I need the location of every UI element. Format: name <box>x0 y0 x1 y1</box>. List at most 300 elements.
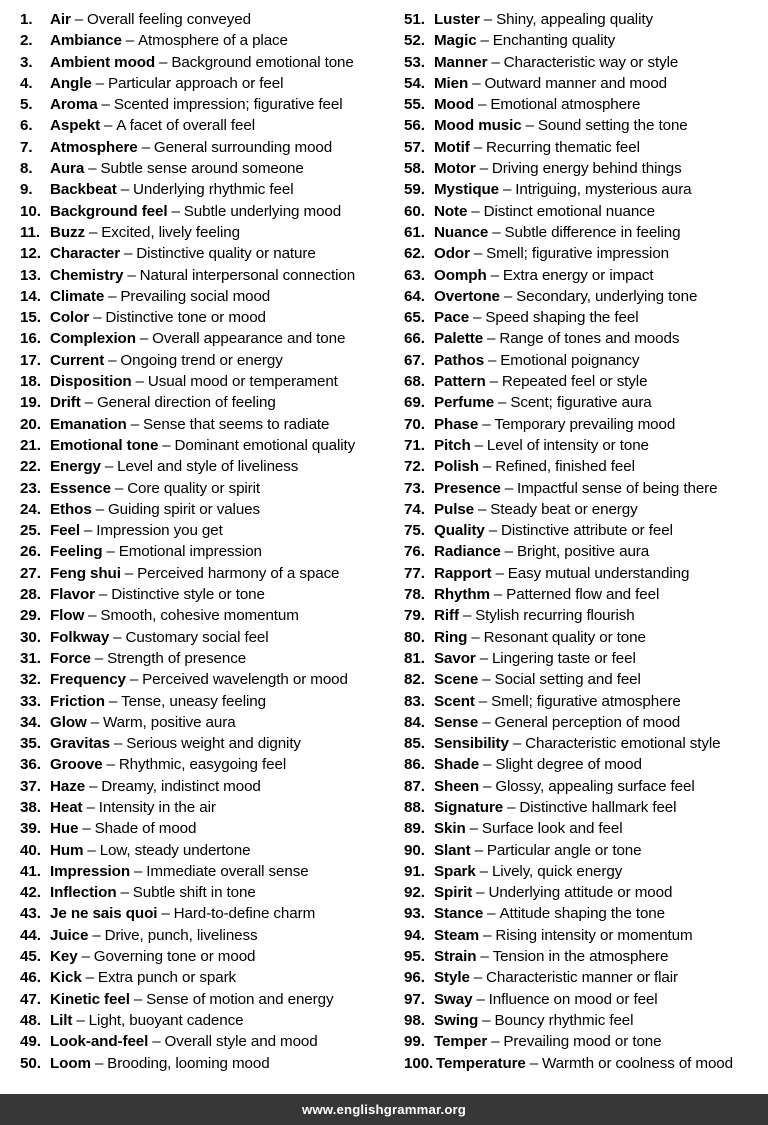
item-definition: Low, steady undertone <box>99 841 251 859</box>
list-item <box>404 94 764 115</box>
item-number: 12. <box>20 245 41 263</box>
item-number: 16. <box>20 330 41 348</box>
item-dash: – <box>472 74 481 92</box>
item-dash: – <box>473 309 482 327</box>
item-term: Hue <box>50 820 79 838</box>
list-item <box>20 201 380 222</box>
item-term: Ring <box>434 628 468 646</box>
item-number: 97. <box>404 990 425 1008</box>
list-item <box>404 456 764 477</box>
item-dash: – <box>482 1011 491 1029</box>
list-item <box>404 307 764 328</box>
item-term: Riff <box>434 607 459 625</box>
item-term: Scene <box>434 671 479 689</box>
item-term: Emanation <box>50 415 127 433</box>
item-number: 38. <box>20 798 41 816</box>
list-item <box>404 797 764 818</box>
item-definition: Dominant emotional quality <box>174 436 356 454</box>
item-definition: Emotional atmosphere <box>490 96 641 114</box>
item-number: 36. <box>20 756 41 774</box>
item-dash: – <box>478 96 487 114</box>
item-definition: Characteristic manner or flair <box>486 969 679 987</box>
item-number: 71. <box>404 436 425 454</box>
list-item <box>20 73 380 94</box>
list-item <box>404 903 764 924</box>
item-number: 3. <box>20 53 33 71</box>
item-term: Skin <box>434 820 466 838</box>
item-number: 42. <box>20 884 41 902</box>
item-number: 39. <box>20 820 41 838</box>
footer-bar <box>0 1094 768 1125</box>
list-item <box>20 669 380 690</box>
item-term: Note <box>434 202 468 220</box>
item-definition: Extra energy or impact <box>502 266 654 284</box>
list-item <box>20 541 380 562</box>
item-number: 37. <box>20 777 41 795</box>
item-number: 90. <box>404 841 425 859</box>
item-definition: Extra punch or spark <box>97 969 237 987</box>
item-dash: – <box>139 330 149 348</box>
item-term: Ambiance <box>50 32 122 50</box>
item-dash: – <box>502 181 512 199</box>
item-number: 87. <box>404 777 425 795</box>
item-dash: – <box>108 692 118 710</box>
item-number: 18. <box>20 373 41 391</box>
item-definition: Distinctive tone or mood <box>105 309 266 327</box>
list-item <box>20 1053 380 1074</box>
item-definition: Distinct emotional nuance <box>483 202 656 220</box>
item-definition: Secondary, underlying tone <box>516 287 698 305</box>
list-item <box>404 627 764 648</box>
list-item <box>404 243 764 264</box>
list-item <box>20 648 380 669</box>
item-term: Pitch <box>434 436 471 454</box>
item-term: Luster <box>434 11 480 28</box>
item-dash: – <box>103 117 113 135</box>
item-definition: Refined, finished feel <box>495 458 635 476</box>
list-item <box>404 584 764 605</box>
item-number: 9. <box>20 181 33 199</box>
item-dash: – <box>492 223 501 241</box>
item-definition: Strength of presence <box>107 649 247 667</box>
item-term: Scent <box>434 692 475 710</box>
list-item <box>20 392 380 413</box>
item-term: Magic <box>434 32 477 50</box>
item-number: 20. <box>20 415 41 433</box>
item-term: Sense <box>434 713 479 731</box>
item-dash: – <box>124 564 134 582</box>
item-definition: Slight degree of mood <box>495 756 642 774</box>
item-dash: – <box>473 969 483 987</box>
item-definition: Subtle difference in feeling <box>504 223 681 241</box>
item-term: Angle <box>50 74 92 92</box>
item-term: Odor <box>434 245 470 263</box>
item-definition: Perceived harmony of a space <box>137 564 340 582</box>
item-definition: Bright, positive aura <box>516 543 650 561</box>
item-definition: Underlying rhythmic feel <box>132 181 294 199</box>
item-number: 32. <box>20 671 41 689</box>
item-dash: – <box>487 905 496 923</box>
item-dash: – <box>106 756 115 774</box>
item-term: Complexion <box>50 330 136 348</box>
item-term: Color <box>50 309 90 327</box>
item-definition: Steady beat or energy <box>490 500 638 518</box>
list-item <box>20 840 380 861</box>
item-definition: Smell; figurative impression <box>486 245 670 263</box>
item-number: 43. <box>20 905 41 923</box>
item-dash: – <box>106 543 115 561</box>
item-term: Energy <box>50 458 101 476</box>
item-dash: – <box>474 436 483 454</box>
left-column <box>0 9 384 1074</box>
item-number: 33. <box>20 692 41 710</box>
item-number: 74. <box>404 500 425 518</box>
list-item <box>20 776 380 797</box>
list-item <box>404 222 764 243</box>
item-definition: Particular approach or feel <box>107 74 284 92</box>
item-dash: – <box>135 373 144 391</box>
list-item <box>404 392 764 413</box>
item-term: Aura <box>50 160 85 178</box>
item-number: 19. <box>20 394 41 412</box>
item-definition: Glossy, appealing surface feel <box>495 777 695 795</box>
item-dash: – <box>123 245 133 263</box>
item-number: 95. <box>404 948 425 966</box>
item-definition: Rising intensity or momentum <box>495 926 693 944</box>
word-list-right <box>404 9 764 1074</box>
list-item <box>404 30 764 51</box>
item-term: Mystique <box>434 181 500 199</box>
item-term: Ambient mood <box>50 53 156 71</box>
item-dash: – <box>495 564 504 582</box>
item-term: Buzz <box>50 223 86 241</box>
item-term: Drift <box>50 394 81 412</box>
item-number: 29. <box>20 607 41 625</box>
item-dash: – <box>471 628 480 646</box>
item-term: Current <box>50 351 105 369</box>
item-definition: Level and style of liveliness <box>117 458 299 476</box>
item-term: Loom <box>50 1054 91 1072</box>
item-number: 85. <box>404 735 425 753</box>
item-term: Impression <box>50 862 131 880</box>
item-term: Temper <box>434 1033 488 1051</box>
item-definition: Impactful sense of being there <box>517 479 718 497</box>
list-item <box>404 52 764 73</box>
list-item <box>20 243 380 264</box>
item-dash: – <box>479 160 488 178</box>
right-column <box>384 9 768 1074</box>
list-item <box>20 1010 380 1031</box>
item-number: 8. <box>20 160 33 178</box>
item-term: Friction <box>50 692 105 710</box>
item-number: 46. <box>20 969 41 987</box>
item-number: 28. <box>20 586 41 604</box>
item-definition: Smell; figurative atmosphere <box>491 692 681 710</box>
item-definition: Background emotional tone <box>171 53 354 71</box>
item-term: Steam <box>434 926 480 944</box>
list-item <box>404 605 764 626</box>
item-definition: Ongoing trend or energy <box>120 351 283 369</box>
item-number: 14. <box>20 287 41 305</box>
item-term: Pattern <box>434 373 486 391</box>
item-term: Key <box>50 948 78 966</box>
list-item <box>404 1010 764 1031</box>
item-number: 44. <box>20 926 41 944</box>
item-dash: – <box>86 798 95 816</box>
item-number: 80. <box>404 628 425 646</box>
item-number: 27. <box>20 564 41 582</box>
item-term: Strain <box>434 948 477 966</box>
list-item <box>20 30 380 51</box>
list-item <box>404 137 764 158</box>
list-item <box>404 967 764 988</box>
item-dash: – <box>512 735 522 753</box>
item-definition: Lively, quick energy <box>491 862 623 880</box>
item-definition: Emotional poignancy <box>500 351 640 369</box>
item-number: 70. <box>404 415 425 433</box>
list-item <box>20 627 380 648</box>
item-term: Background feel <box>50 202 168 220</box>
item-definition: Outward manner and mood <box>484 74 668 92</box>
item-term: Folkway <box>50 628 110 646</box>
item-number: 88. <box>404 798 425 816</box>
item-dash: – <box>483 11 493 28</box>
item-term: Rapport <box>434 564 492 582</box>
item-dash: – <box>471 202 480 220</box>
item-term: Emotional tone <box>50 436 159 454</box>
item-term: Presence <box>434 479 501 497</box>
list-item <box>404 1031 764 1052</box>
item-definition: Atmosphere of a place <box>138 32 288 50</box>
item-dash: – <box>479 862 489 880</box>
item-number: 55. <box>404 96 425 114</box>
item-number: 21. <box>20 436 41 454</box>
list-item <box>20 691 380 712</box>
item-dash: – <box>152 1033 161 1051</box>
item-definition: Warm, positive aura <box>102 713 236 731</box>
item-number: 17. <box>20 351 41 369</box>
item-dash: – <box>529 1054 539 1072</box>
item-definition: Distinctive attribute or feel <box>501 522 673 540</box>
list-item <box>404 414 764 435</box>
item-number: 34. <box>20 713 41 731</box>
item-term: Swing <box>434 1011 479 1029</box>
list-item <box>20 733 380 754</box>
item-number: 65. <box>404 309 425 327</box>
item-term: Essence <box>50 479 111 497</box>
item-number: 60. <box>404 202 425 220</box>
item-definition: Serious weight and dignity <box>126 735 301 753</box>
item-definition: General surrounding mood <box>153 138 333 156</box>
item-term: Air <box>50 11 71 28</box>
item-definition: Core quality or spirit <box>127 479 261 497</box>
item-term: Slant <box>434 841 471 859</box>
list-item <box>404 9 764 30</box>
item-number: 6. <box>20 117 33 135</box>
list-item <box>404 754 764 775</box>
list-item <box>404 648 764 669</box>
item-number: 57. <box>404 138 425 156</box>
item-definition: Excited, lively feeling <box>101 223 240 241</box>
item-definition: Light, buoyant cadence <box>88 1011 244 1029</box>
item-dash: – <box>491 53 500 71</box>
list-item <box>20 605 380 626</box>
item-term: Nuance <box>434 223 489 241</box>
item-term: Je ne sais quoi <box>50 905 158 923</box>
item-definition: Resonant quality or tone <box>483 628 646 646</box>
item-dash: – <box>133 862 143 880</box>
item-dash: – <box>83 522 93 540</box>
item-dash: – <box>125 32 135 50</box>
item-number: 98. <box>404 1011 425 1029</box>
list-item <box>404 712 764 733</box>
item-dash: – <box>483 926 492 944</box>
item-term: Phase <box>434 415 479 433</box>
item-dash: – <box>85 969 94 987</box>
item-definition: Influence on mood or feel <box>488 990 658 1008</box>
list-item <box>404 691 764 712</box>
list-item <box>404 158 764 179</box>
item-number: 1. <box>20 11 33 28</box>
item-number: 10. <box>20 202 41 220</box>
item-term: Radiance <box>434 543 501 561</box>
item-number: 13. <box>20 266 41 284</box>
item-number: 96. <box>404 969 425 987</box>
item-dash: – <box>482 415 491 433</box>
item-definition: Lingering taste or feel <box>491 649 636 667</box>
item-dash: – <box>171 202 180 220</box>
item-number: 100. <box>404 1054 434 1072</box>
item-definition: Easy mutual understanding <box>507 564 690 582</box>
item-term: Quality <box>434 522 485 540</box>
item-definition: Sense that seems to radiate <box>142 415 330 433</box>
item-dash: – <box>482 671 491 689</box>
list-item <box>20 328 380 349</box>
item-dash: – <box>130 415 140 433</box>
item-dash: – <box>113 735 123 753</box>
item-definition: Warmth or coolness of mood <box>542 1054 733 1072</box>
item-dash: – <box>94 649 104 667</box>
list-item <box>20 818 380 839</box>
item-number: 7. <box>20 138 33 156</box>
item-number: 86. <box>404 756 425 774</box>
item-definition: Bouncy rhythmic feel <box>494 1011 634 1029</box>
list-item <box>404 73 764 94</box>
item-definition: Speed shaping the feel <box>485 309 639 327</box>
item-number: 99. <box>404 1033 425 1051</box>
item-dash: – <box>114 479 124 497</box>
list-item <box>20 137 380 158</box>
item-number: 94. <box>404 926 425 944</box>
item-dash: – <box>476 990 485 1008</box>
item-term: Haze <box>50 777 86 795</box>
list-item <box>20 903 380 924</box>
list-item <box>404 882 764 903</box>
list-item <box>20 222 380 243</box>
item-number: 68. <box>404 373 425 391</box>
item-number: 78. <box>404 586 425 604</box>
item-dash: – <box>92 926 101 944</box>
item-term: Juice <box>50 926 89 944</box>
list-item <box>404 946 764 967</box>
item-dash: – <box>113 628 122 646</box>
item-dash: – <box>108 287 117 305</box>
item-dash: – <box>159 53 168 71</box>
item-term: Gravitas <box>50 735 110 753</box>
item-term: Feel <box>50 522 80 540</box>
item-definition: Repeated feel or style <box>501 373 648 391</box>
item-definition: Governing tone or mood <box>93 948 256 966</box>
item-term: Groove <box>50 756 103 774</box>
item-term: Shade <box>434 756 480 774</box>
item-definition: Usual mood or temperament <box>147 373 338 391</box>
item-dash: – <box>490 266 499 284</box>
item-dash: – <box>525 117 534 135</box>
item-term: Signature <box>434 798 504 816</box>
item-number: 75. <box>404 522 425 540</box>
item-number: 81. <box>404 649 425 667</box>
item-number: 48. <box>20 1011 41 1029</box>
item-definition: Temporary prevailing mood <box>494 415 676 433</box>
item-number: 59. <box>404 181 425 199</box>
item-dash: – <box>487 351 497 369</box>
item-definition: Rhythmic, easygoing feel <box>118 756 287 774</box>
site-url: www.englishgrammar.org <box>301 1102 467 1117</box>
item-number: 77. <box>404 564 425 582</box>
list-item <box>404 520 764 541</box>
item-term: Atmosphere <box>50 138 138 156</box>
item-number: 56. <box>404 117 425 135</box>
item-definition: Overall feeling conveyed <box>87 11 251 28</box>
item-definition: Sense of motion and energy <box>146 990 334 1008</box>
item-dash: – <box>469 820 478 838</box>
item-term: Pace <box>434 309 470 327</box>
list-item <box>20 925 380 946</box>
item-dash: – <box>141 138 150 156</box>
item-definition: Surface look and feel <box>481 820 623 838</box>
item-number: 2. <box>20 32 33 50</box>
item-dash: – <box>162 436 171 454</box>
item-term: Chemistry <box>50 266 124 284</box>
item-number: 45. <box>20 948 41 966</box>
item-dash: – <box>95 500 104 518</box>
item-term: Kinetic feel <box>50 990 130 1008</box>
list-item <box>404 563 764 584</box>
item-dash: – <box>476 884 485 902</box>
item-term: Overtone <box>434 287 500 305</box>
item-definition: Smooth, cohesive momentum <box>100 607 299 625</box>
list-item <box>404 286 764 307</box>
list-item <box>404 201 764 222</box>
item-definition: Impression you get <box>96 522 223 540</box>
item-number: 41. <box>20 862 41 880</box>
item-number: 73. <box>404 479 425 497</box>
item-definition: Tension in the atmosphere <box>492 948 669 966</box>
item-term: Palette <box>434 330 484 348</box>
item-dash: – <box>127 266 136 284</box>
list-item <box>404 1053 764 1074</box>
item-dash: – <box>498 394 507 412</box>
item-dash: – <box>120 884 129 902</box>
item-definition: Perceived wavelength or mood <box>142 671 348 689</box>
item-definition: Prevailing social mood <box>120 287 271 305</box>
item-number: 24. <box>20 500 41 518</box>
item-dash: – <box>473 245 483 263</box>
item-term: Manner <box>434 53 488 71</box>
item-term: Hum <box>50 841 84 859</box>
two-column-layout <box>0 9 768 1074</box>
item-definition: Drive, punch, liveliness <box>104 926 258 944</box>
